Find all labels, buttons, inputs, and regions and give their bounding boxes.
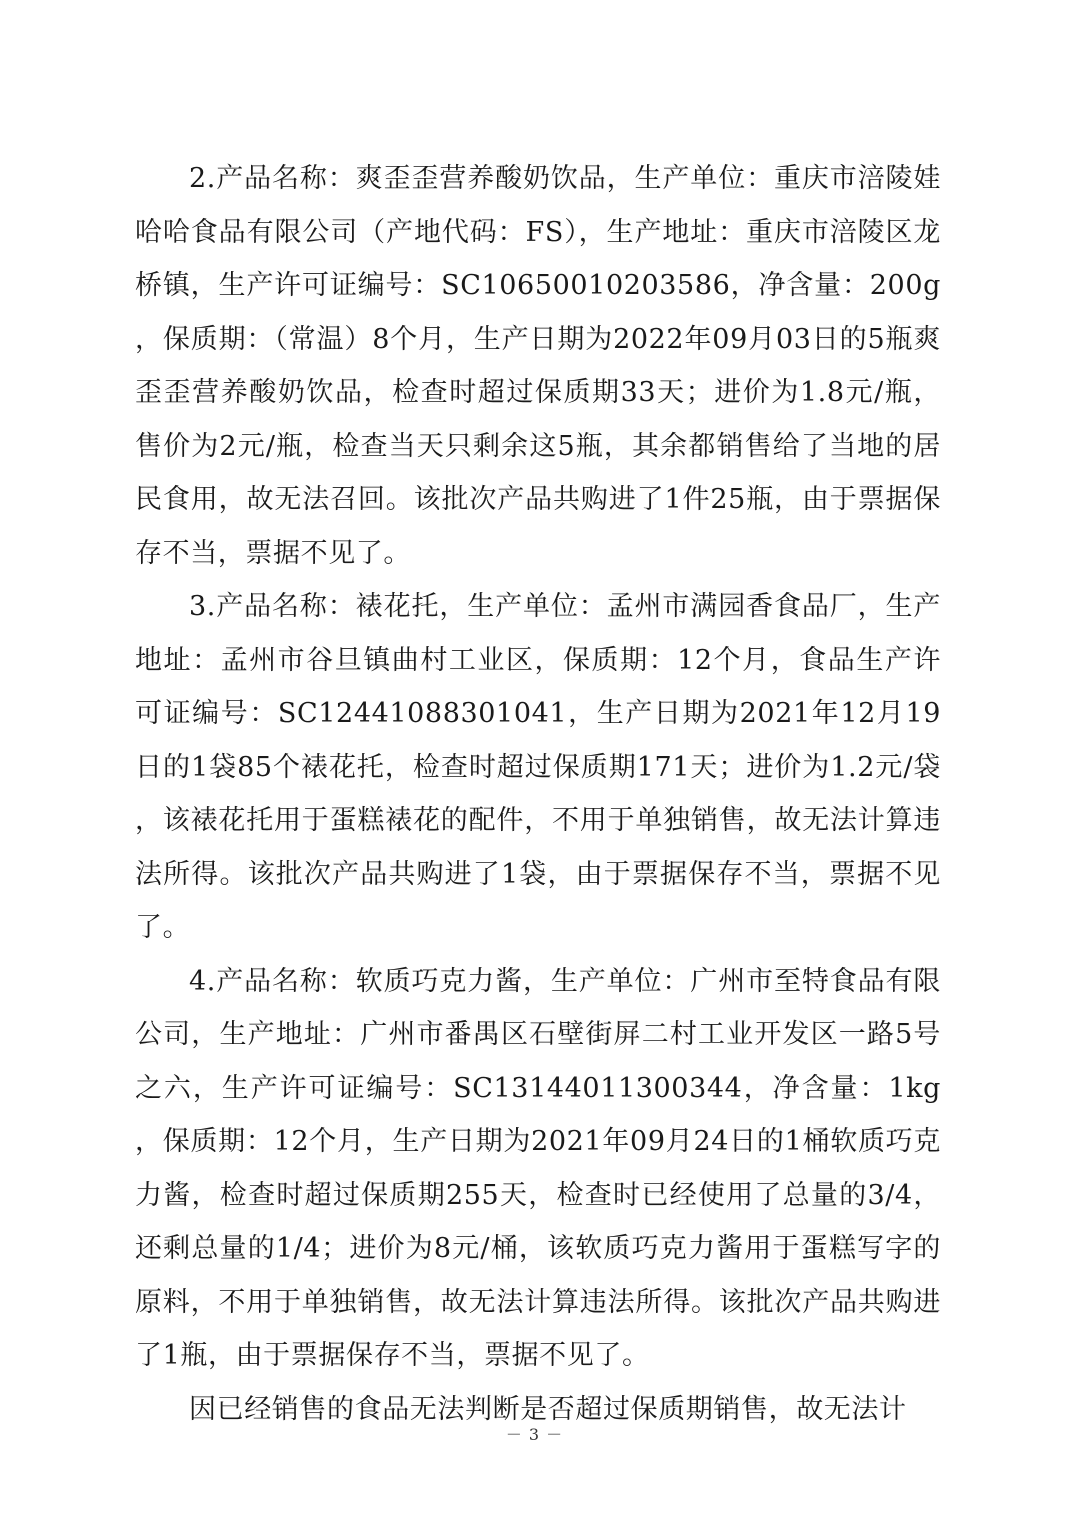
page-number: － 3 － xyxy=(505,1425,564,1444)
paragraph-product-2: 2.产品名称：爽歪歪营养酸奶饮品，生产单位：重庆市涪陵娃哈哈食品有限公司（产地代码：FS），生产地址：重庆市涪陵区龙桥镇，生产许可证编号：SC10650010203586，净含量：200g，保质期：（常温）8个月，生产日期为2022年09月03日的5瓶爽歪歪营养酸奶饮品，检查时超过保质期33天；进价为1.8元/瓶，售价为2元/瓶，检查当天只剩余这5瓶，其余都销售给了当地的居民食用，故无法召回。该批次产品共购进了1件25瓶，由于票据保存不当，票据不见了。 xyxy=(135,163,941,569)
paragraph-conclusion: 因已经销售的食品无法判断是否超过保质期销售，故无法计 xyxy=(189,1393,907,1425)
document-body xyxy=(135,152,941,1436)
paragraph-product-4: 4.产品名称：软质巧克力酱，生产单位：广州市至特食品有限公司，生产地址：广州市番禺区石壁街屏二村工业开发区一路5号之六，生产许可证编号：SC13144011300344，净含量：1kg，保质期：12个月，生产日期为2021年09月24日的1桶软质巧克力酱，检查时超过保质期255天，检查时已经使用了总量的3/4，还剩总量的1/4；进价为8元/桶，该软质巧克力酱用于蛋糕写字的原料，不用于单独销售，故无法计算违法所得。该批次产品共购进了1瓶，由于票据保存不当，票据不见了。 xyxy=(135,965,941,1371)
paragraph-product-3: 3.产品名称：裱花托，生产单位：孟州市满园香食品厂，生产地址：孟州市谷旦镇曲村工业区，保质期：12个月，食品生产许可证编号：SC12441088301041，生产日期为2021年12月19日的1袋85个裱花托，检查时超过保质期171天；进价为1.2元/袋，该裱花托用于蛋糕裱花的配件，不用于单独销售，故无法计算违法所得。该批次产品共购进了1袋，由于票据保存不当，票据不见了。 xyxy=(135,591,941,943)
